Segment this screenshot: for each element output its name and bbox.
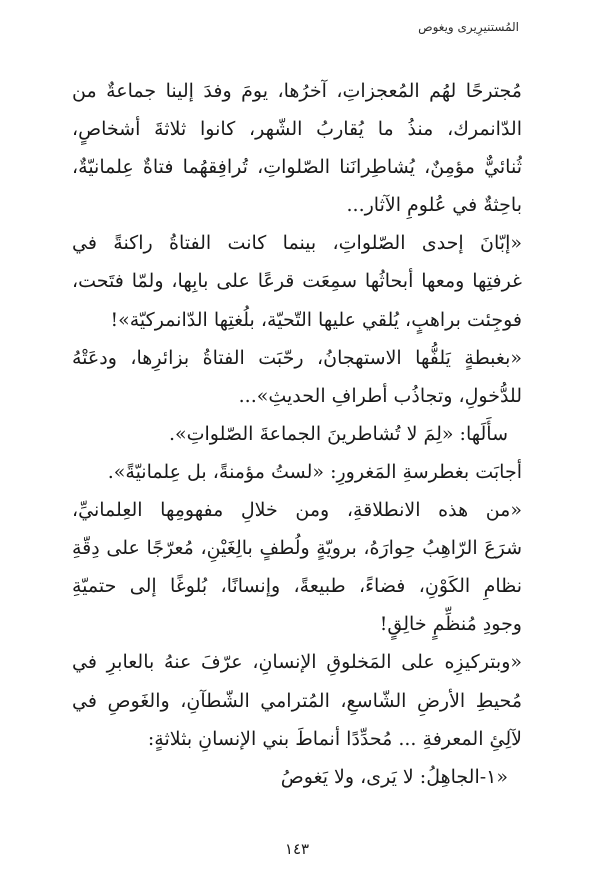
- running-header: المُستنيرِيرى ويغوص: [418, 20, 519, 34]
- text-line: «بغبطةٍ يَلفُّها الاستهجانُ، رحّبَت الفتاةُ بزائرِها، ودعَتْهُ: [72, 346, 522, 369]
- text-line: وجودِ مُنظِّمٍ خالِقٍ!: [379, 613, 522, 636]
- text-line: الدّانمرك، منذُ ما يُقاربُ الشّهر، كانوا ثلاثةَ أشخاصٍ،: [72, 118, 522, 141]
- text-line: «١-الجاهِلُ: لا يَرى، ولا يَغوصُ: [280, 765, 508, 788]
- text-line: لآلِئِ المعرفةِ ... مُحدِّدًا أنماطَ بني الإنسانِ بثلاثةٍ:: [147, 727, 522, 750]
- text-line: «إبّانَ إحدى الصّلواتِ، بينما كانت الفتاةُ راكنةً في: [72, 232, 522, 255]
- text-line: سأَلَها: «لِمَ لا تُشاطرينَ الجماعةَ الصّلواتِ».: [168, 422, 508, 445]
- text-line: نظامِ الكَوْنِ، فضاءً، طبيعةً، وإنسانًا، بُلوغًا إلى حتميّةِ: [72, 575, 522, 598]
- text-line: مُحيطِ الأرضِ الشّاسعِ، المُترامي الشّطآنِ، والغَوصِ في: [72, 689, 522, 712]
- body-text: [72, 72, 522, 796]
- text-line: «وبتركيزِه على المَخلوقِ الإنسانِ، عرّفَ عنهُ بالعابرِ في: [72, 651, 522, 674]
- text-line: أجابَت بغطرسةِ المَغرورِ: «لستُ مؤمنةً، بل عِلمانيّةً».: [107, 460, 522, 483]
- text-line: باحِثةٌ في عُلومِ الآثار...: [346, 194, 522, 217]
- page-number: ١٤٣: [284, 840, 310, 858]
- text-line: شرَعَ الرّاهِبُ حِوارَهُ، برويّةٍ ولُطفٍ بالِغَيْنِ، مُعرّجًا على دِقّةِ: [72, 537, 522, 560]
- text-line: غرفتِها ومعها أبحاثُها سمِعَت قرعًا على بابِها، ولمّا فتَحت،: [72, 270, 522, 293]
- text-line: ثُنائيٌّ مؤمِنٌ، يُشاطِرانَنا الصّلواتِ، تُرافِقهُما فتاةٌ عِلمانيّةٌ،: [72, 156, 522, 179]
- text-line: فوجِئت براهبٍ، يُلقي عليها التّحيّة، بلُغتِها الدّانمركيّة»!: [110, 308, 522, 331]
- text-line: مُجترحًا لهُم المُعجزاتِ، آخرُها، يومَ وفدَ إلينا جماعةٌ من: [72, 80, 522, 102]
- text-line: «من هذه الانطلاقةِ، ومن خلالِ مفهومِها العِلمانيِّ،: [72, 499, 522, 522]
- text-line: للدُّخولِ، وتجاذُب أطرافِ الحديثِ»...: [238, 384, 522, 407]
